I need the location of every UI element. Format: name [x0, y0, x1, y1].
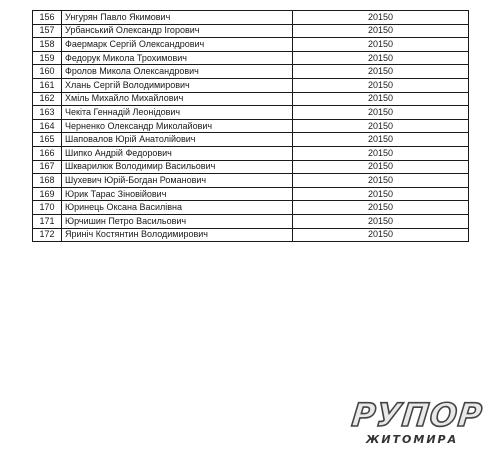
amount-cell: 20150 [293, 228, 469, 242]
row-number-cell: 172 [33, 228, 62, 242]
amount-cell: 20150 [293, 51, 469, 65]
full-name-cell: Шипко Андрій Федорович [62, 146, 293, 160]
row-number-cell: 168 [33, 174, 62, 188]
row-number-cell: 162 [33, 92, 62, 106]
amount-cell: 20150 [293, 11, 469, 25]
full-name-cell: Унгурян Павло Якимович [62, 11, 293, 25]
amount-cell: 20150 [293, 133, 469, 147]
table-row [33, 106, 469, 120]
table-row [33, 133, 469, 147]
amount-cell: 20150 [293, 106, 469, 120]
full-name-cell: Чекіта Геннадій Леонідович [62, 106, 293, 120]
table-row [33, 51, 469, 65]
amount-cell: 20150 [293, 201, 469, 215]
row-number-cell: 161 [33, 78, 62, 92]
table-row [33, 160, 469, 174]
amount-cell: 20150 [293, 160, 469, 174]
amount-cell: 20150 [293, 214, 469, 228]
row-number-cell: 169 [33, 187, 62, 201]
row-number-cell: 159 [33, 51, 62, 65]
table-row [33, 38, 469, 52]
full-name-cell: Шкварилюк Володимир Васильович [62, 160, 293, 174]
full-name-cell: Яриніч Костянтин Володимирович [62, 228, 293, 242]
full-name-cell: Юрчишин Петро Васильович [62, 214, 293, 228]
row-number-cell: 167 [33, 160, 62, 174]
row-number-cell: 166 [33, 146, 62, 160]
table-row [33, 187, 469, 201]
table-row [33, 174, 469, 188]
table-row [33, 119, 469, 133]
full-name-cell: Хлань Сергій Володимирович [62, 78, 293, 92]
full-name-cell: Федорук Микола Трохимович [62, 51, 293, 65]
row-number-cell: 164 [33, 119, 62, 133]
full-name-cell: Фаермарк Сергій Олександрович [62, 38, 293, 52]
table-row [33, 65, 469, 79]
amount-cell: 20150 [293, 78, 469, 92]
full-name-cell: Юрик Тарас Зіновійович [62, 187, 293, 201]
row-number-cell: 157 [33, 24, 62, 38]
logo-subtitle: ЖИТОМИРА [365, 433, 459, 446]
row-number-cell: 160 [33, 65, 62, 79]
deputies-table [32, 10, 469, 242]
table-row [33, 146, 469, 160]
amount-cell: 20150 [293, 146, 469, 160]
amount-cell: 20150 [293, 119, 469, 133]
table-row [33, 92, 469, 106]
row-number-cell: 163 [33, 106, 62, 120]
amount-cell: 20150 [293, 92, 469, 106]
amount-cell: 20150 [293, 65, 469, 79]
table-row [33, 201, 469, 215]
table-row [33, 214, 469, 228]
full-name-cell: Юринець Оксана Василівна [62, 201, 293, 215]
row-number-cell: 158 [33, 38, 62, 52]
full-name-cell: Хміль Михайло Михайлович [62, 92, 293, 106]
full-name-cell: Шухевич Юрій-Богдан Романович [62, 174, 293, 188]
amount-cell: 20150 [293, 174, 469, 188]
table-row [33, 11, 469, 25]
amount-cell: 20150 [293, 38, 469, 52]
full-name-cell: Шаповалов Юрій Анатолійович [62, 133, 293, 147]
table-body [33, 11, 469, 242]
watermark-logo [350, 396, 485, 452]
logo-title: РУПОР [350, 396, 485, 434]
table-row [33, 228, 469, 242]
row-number-cell: 170 [33, 201, 62, 215]
full-name-cell: Фролов Микола Олександрович [62, 65, 293, 79]
row-number-cell: 165 [33, 133, 62, 147]
full-name-cell: Черненко Олександр Миколайович [62, 119, 293, 133]
full-name-cell: Урбанський Олександр Ігорович [62, 24, 293, 38]
table-row [33, 78, 469, 92]
amount-cell: 20150 [293, 24, 469, 38]
amount-cell: 20150 [293, 187, 469, 201]
row-number-cell: 156 [33, 11, 62, 25]
row-number-cell: 171 [33, 214, 62, 228]
table-row [33, 24, 469, 38]
